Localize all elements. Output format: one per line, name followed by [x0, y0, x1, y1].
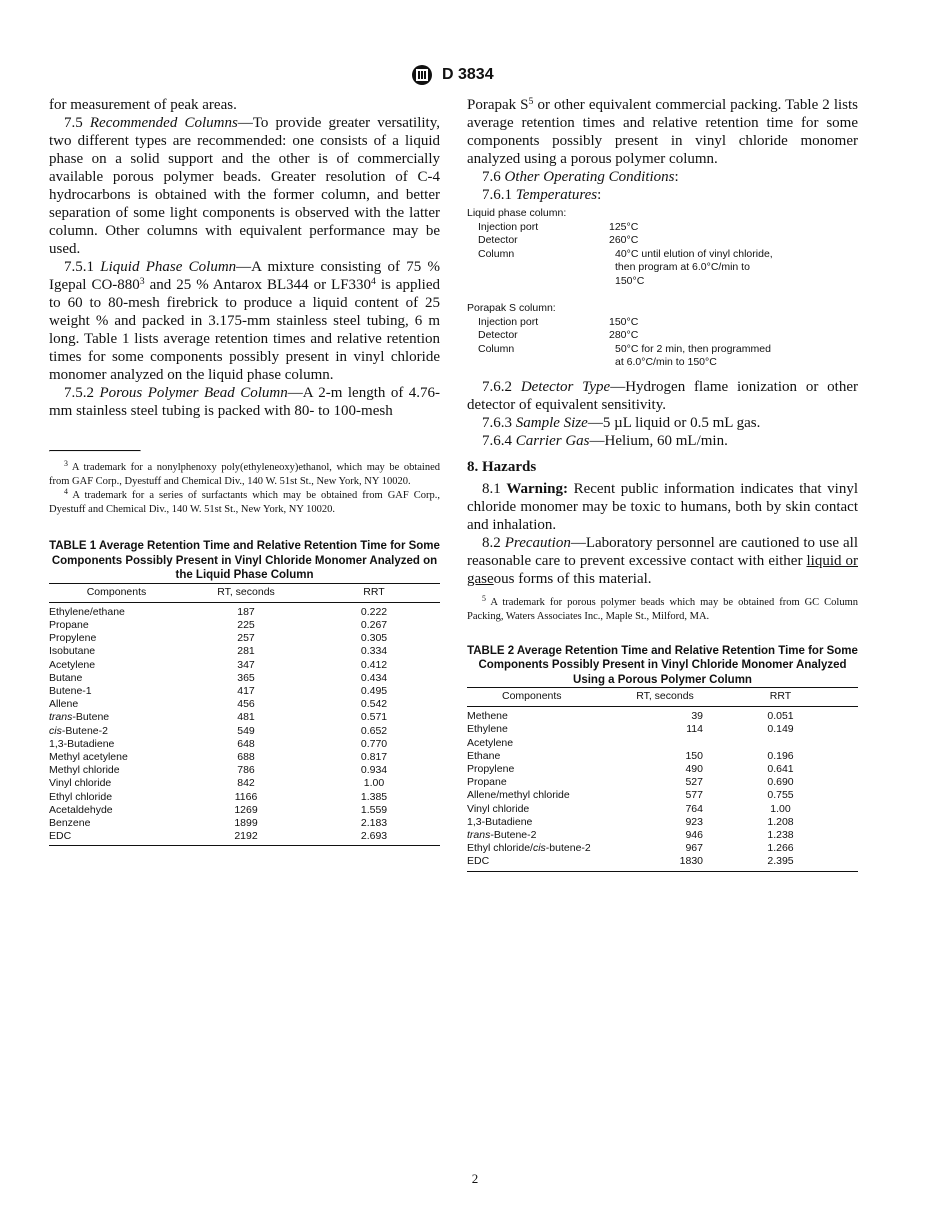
rrt-cell: 2.183 [360, 816, 388, 829]
rrt-cell: 0.817 [360, 750, 388, 763]
footnote-4: $^4$ A trademark for a series of surfactants which may be obtained from GAF Corp., Dyestuff and Chemical Div., 140 W. 51st St., New York, NY 10020. [49, 487, 440, 515]
component-cell: Vinyl chloride [49, 777, 112, 790]
footnote-3: $^3$ A trademark for a nonylphenoxy poly(ethyleneoxy)ethanol, which may be obtained from GAF Corp., Dyestuff and Chemical Div., 140 W. 51st St., New York, NY 10020. [49, 459, 440, 487]
table-row [467, 855, 858, 871]
rt-cell: 1269 [234, 803, 258, 816]
column-header: Components [467, 688, 627, 707]
rt-cell: 527 [685, 776, 703, 789]
table-row [49, 711, 440, 724]
rrt-cell: 0.222 [360, 605, 388, 618]
table-row [467, 763, 858, 776]
rrt-cell [703, 737, 858, 750]
component-cell: Ethylene/ethane [49, 605, 125, 618]
section-8-1: 8.1 Warning: Recent public information indicates that vinyl chloride monomer may be toxic to humans, both by skin contact and inhalation. [467, 480, 859, 533]
component-cell: Methene [467, 710, 508, 723]
component-cell: Methyl acetylene [49, 750, 128, 763]
table-row [49, 645, 440, 658]
component-cell: Propane [49, 618, 89, 631]
rt-cell: 490 [685, 763, 703, 776]
rrt-cell: 1.00 [770, 802, 791, 815]
component-cell: 1,3-Butadiene [49, 737, 115, 750]
rt-cell: 549 [237, 724, 255, 737]
rt-cell: 1899 [234, 816, 258, 829]
component-cell: Propane [467, 776, 507, 789]
component-cell: EDC [467, 855, 627, 871]
paragraph-continuation: for measurement of peak areas. [49, 97, 237, 113]
table-1-caption: TABLE 1 Average Retention Time and Relative Retention Time for Some Components Possibly Present in Vinyl Chloride Monomer Analyzed on the Liquid Phase Column [49, 540, 440, 581]
rrt-cell: 0.334 [360, 645, 388, 658]
rrt-cell: 0.051 [767, 710, 794, 723]
component-cell: Propylene [467, 763, 515, 776]
table-row [467, 707, 858, 724]
table-row [467, 789, 858, 802]
component-cell: Acetylene [467, 736, 514, 749]
section-7-6-1: 7.6.1 Temperatures: [482, 187, 602, 203]
table-row [467, 842, 858, 855]
table-row [49, 698, 440, 711]
column-header: RT, seconds [184, 583, 308, 602]
section-7-6-2: 7.6.2 Detector Type—Hydrogen flame ionization or other detector of equivalent sensitivity. [467, 378, 859, 413]
rt-cell: 257 [237, 632, 255, 645]
rrt-cell: 0.934 [360, 764, 388, 777]
rrt-cell: 1.238 [767, 829, 794, 842]
table-2 [467, 687, 858, 872]
porapak-conditions: Porapak S column: Injection port 150°C Detector 280°C Column 50°C for 2 min, then programmed at 6.0°C/min to 150°C [467, 302, 771, 368]
rrt-cell: 0.652 [360, 724, 388, 737]
section-7-5-2: 7.5.2 Porous Polymer Bead Column—A 2-m length of 4.76-mm stainless steel tubing is packed with 80- to 100-mesh [49, 385, 441, 419]
rt-cell: 764 [685, 802, 703, 815]
rrt-cell: 1.266 [767, 842, 794, 855]
rrt-cell: 0.690 [767, 776, 794, 789]
rt-cell: 281 [237, 645, 255, 658]
table-row [49, 672, 440, 685]
component-cell: Isobutane [49, 645, 96, 658]
component-cell: Butane [49, 671, 83, 684]
rrt-cell: 1.559 [360, 803, 388, 816]
table-row [467, 829, 858, 842]
section-7-6: 7.6 Other Operating Conditions: [482, 169, 679, 185]
footnote-ref: 3 [139, 276, 145, 288]
rrt-cell: 0.305 [360, 632, 388, 645]
table-row [467, 723, 858, 736]
component-cell: trans-Butene [49, 711, 110, 724]
component-cell: 1,3-Butadiene [467, 815, 533, 828]
table-row [49, 830, 440, 846]
rrt-cell: 0.412 [360, 658, 388, 671]
component-cell: Acetaldehyde [49, 803, 113, 816]
rrt-cell: 0.149 [767, 723, 794, 736]
table-row [49, 619, 440, 632]
component-cell: EDC [49, 830, 184, 846]
liquid-phase-conditions: Liquid phase column: Injection port 125°C Detector 260°C Column 40°C until elution of vinyl chloride, then program at 6.0°C/min to 150°C [467, 207, 773, 287]
rrt-cell: 0.571 [360, 711, 388, 724]
column-header: RT, seconds [627, 688, 703, 707]
component-cell: Methyl chloride [49, 764, 120, 777]
table-row [49, 791, 440, 804]
component-cell: Vinyl chloride [467, 802, 530, 815]
rrt-cell: 0.755 [767, 789, 794, 802]
table-row [49, 804, 440, 817]
rt-cell: 481 [237, 711, 255, 724]
rt-cell: 842 [237, 777, 255, 790]
astm-logo-icon [411, 64, 433, 86]
page-number: 2 [471, 1171, 479, 1186]
component-cell: cis-Butene-2 [49, 724, 108, 737]
page-header [0, 64, 950, 86]
column-header: Components [49, 583, 184, 602]
table-header-row [467, 688, 858, 707]
rt-cell: 946 [685, 829, 703, 842]
rt-cell: 347 [237, 658, 255, 671]
rrt-cell: 0.434 [360, 671, 388, 684]
column-header: RRT [308, 583, 440, 602]
rrt-cell: 0.542 [360, 698, 388, 711]
rt-cell: 114 [686, 723, 703, 736]
table-row [49, 659, 440, 672]
rrt-cell: 1.00 [363, 777, 385, 790]
footnote-5: $^5$ A trademark for porous polymer beads which may be obtained from GC Column Packing, Waters Associates Inc., Maple St., Milford, MA. [467, 593, 858, 622]
component-cell: Allene/methyl chloride [467, 789, 570, 802]
right-column [467, 96, 858, 872]
rrt-cell: 0.196 [767, 749, 794, 762]
component-cell: Butene-1 [49, 684, 92, 697]
rrt-cell: 2.395 [703, 855, 858, 871]
rrt-cell: 0.641 [767, 763, 794, 776]
section-7-6-3: 7.6.3 Sample Size—5 µL liquid or 0.5 mL gas. [482, 414, 761, 431]
rt-cell: 39 [691, 710, 703, 723]
table-row [467, 737, 858, 750]
component-cell: Propylene [49, 632, 97, 645]
rt-cell: 365 [237, 671, 255, 684]
rrt-cell: 1.385 [360, 790, 388, 803]
rrt-cell: 1.208 [767, 815, 794, 828]
table-2-caption: TABLE 2 Average Retention Time and Relative Retention Time for Some Components Possibly Present in Vinyl Chloride Monomer Analyzed Using a Porous Polymer Column [467, 644, 858, 686]
rt-cell: 225 [237, 618, 255, 631]
rrt-cell: 0.495 [360, 684, 388, 697]
table-row [467, 776, 858, 789]
rt-cell: 923 [685, 815, 703, 828]
rt-cell: 187 [237, 605, 255, 618]
rrt-cell: 0.267 [360, 618, 388, 631]
section-7-5-1: 7.5.1 Liquid Phase Column—A mixture consisting of 75 % Igepal $CO-880^3$ and 25 % Antarox BL344 or $LF330^4$ is applied to 60 to 80-mesh firebrick to produce a liquid content of 25 weight % and packed in 3.175-mm stainless steel tubing, 6 m long. Table 1 lists average retention times and relative retention times for some components possibly present in vinyl chloride monomer analyzed on the liquid phase column. [49, 259, 441, 383]
table-row [49, 738, 440, 751]
table-row [49, 685, 440, 698]
rt-cell: 577 [685, 789, 703, 802]
footnote-ref: 4 [371, 276, 376, 288]
table-header-row [49, 583, 440, 602]
table-1 [49, 583, 440, 847]
table-row [49, 777, 440, 790]
rt-cell: 2192 [184, 830, 308, 846]
table-row [49, 602, 440, 619]
table-row [49, 725, 440, 738]
component-cell: Acetylene [49, 658, 96, 671]
left-column [49, 96, 440, 846]
column-header: RRT [703, 688, 858, 707]
component-cell: trans-Butene-2 [467, 829, 537, 842]
component-cell: Ethyl chloride [49, 790, 113, 803]
rt-cell: 150 [685, 749, 703, 762]
footnote-ref: 5 [528, 96, 534, 108]
rt-cell: 786 [237, 764, 255, 777]
paragraph-continuation: Porapak $S^5$ or other equivalent commercial packing. Table 2 lists average retention times and relative retention time for some components possibly present in vinyl chloride monomer analyzed using a porous polymer column. [467, 96, 858, 167]
section-8-heading: 8. Hazards [467, 458, 537, 475]
rrt-cell: 2.693 [308, 830, 440, 846]
component-cell: Ethyl chloride/cis-butene-2 [467, 842, 591, 855]
document-id: D 3834 [442, 66, 494, 83]
component-cell: Ethylene [467, 723, 508, 736]
rrt-cell: 0.770 [360, 737, 388, 750]
table-row [49, 817, 440, 830]
component-cell: Ethane [467, 749, 501, 762]
table-row [467, 750, 858, 763]
rt-cell: 688 [237, 750, 255, 763]
rt-cell: 648 [237, 737, 255, 750]
rt-cell [627, 737, 703, 750]
rt-cell: 1830 [627, 855, 703, 871]
table-row [49, 751, 440, 764]
component-cell: Allene [49, 698, 79, 711]
table-row [49, 632, 440, 645]
table-row [467, 803, 858, 816]
section-7-5: 7.5 Recommended Columns—To provide greater versatility, two different types are recommended: one consists of a liquid phase on a solid support and the other is of commercially available porous polymer beads. Greater resolution of C-4 hydrocarbons is obtained with the former column, and better separation of some light components is observed with the latter column. Other columns with equivalent performance may be used. [49, 115, 441, 257]
rt-cell: 456 [237, 698, 255, 711]
section-8-2: 8.2 Precaution—Laboratory personnel are cautioned to use all reasonable care to prevent excessive contact with either liquid or gaseous forms of this material. [467, 534, 859, 587]
component-cell: Benzene [49, 816, 91, 829]
rt-cell: 417 [237, 684, 255, 697]
rt-cell: 967 [685, 842, 703, 855]
rt-cell: 1166 [234, 790, 258, 803]
section-7-6-4: 7.6.4 Carrier Gas—Helium, 60 mL/min. [482, 432, 728, 449]
table-row [49, 764, 440, 777]
table-row [467, 816, 858, 829]
